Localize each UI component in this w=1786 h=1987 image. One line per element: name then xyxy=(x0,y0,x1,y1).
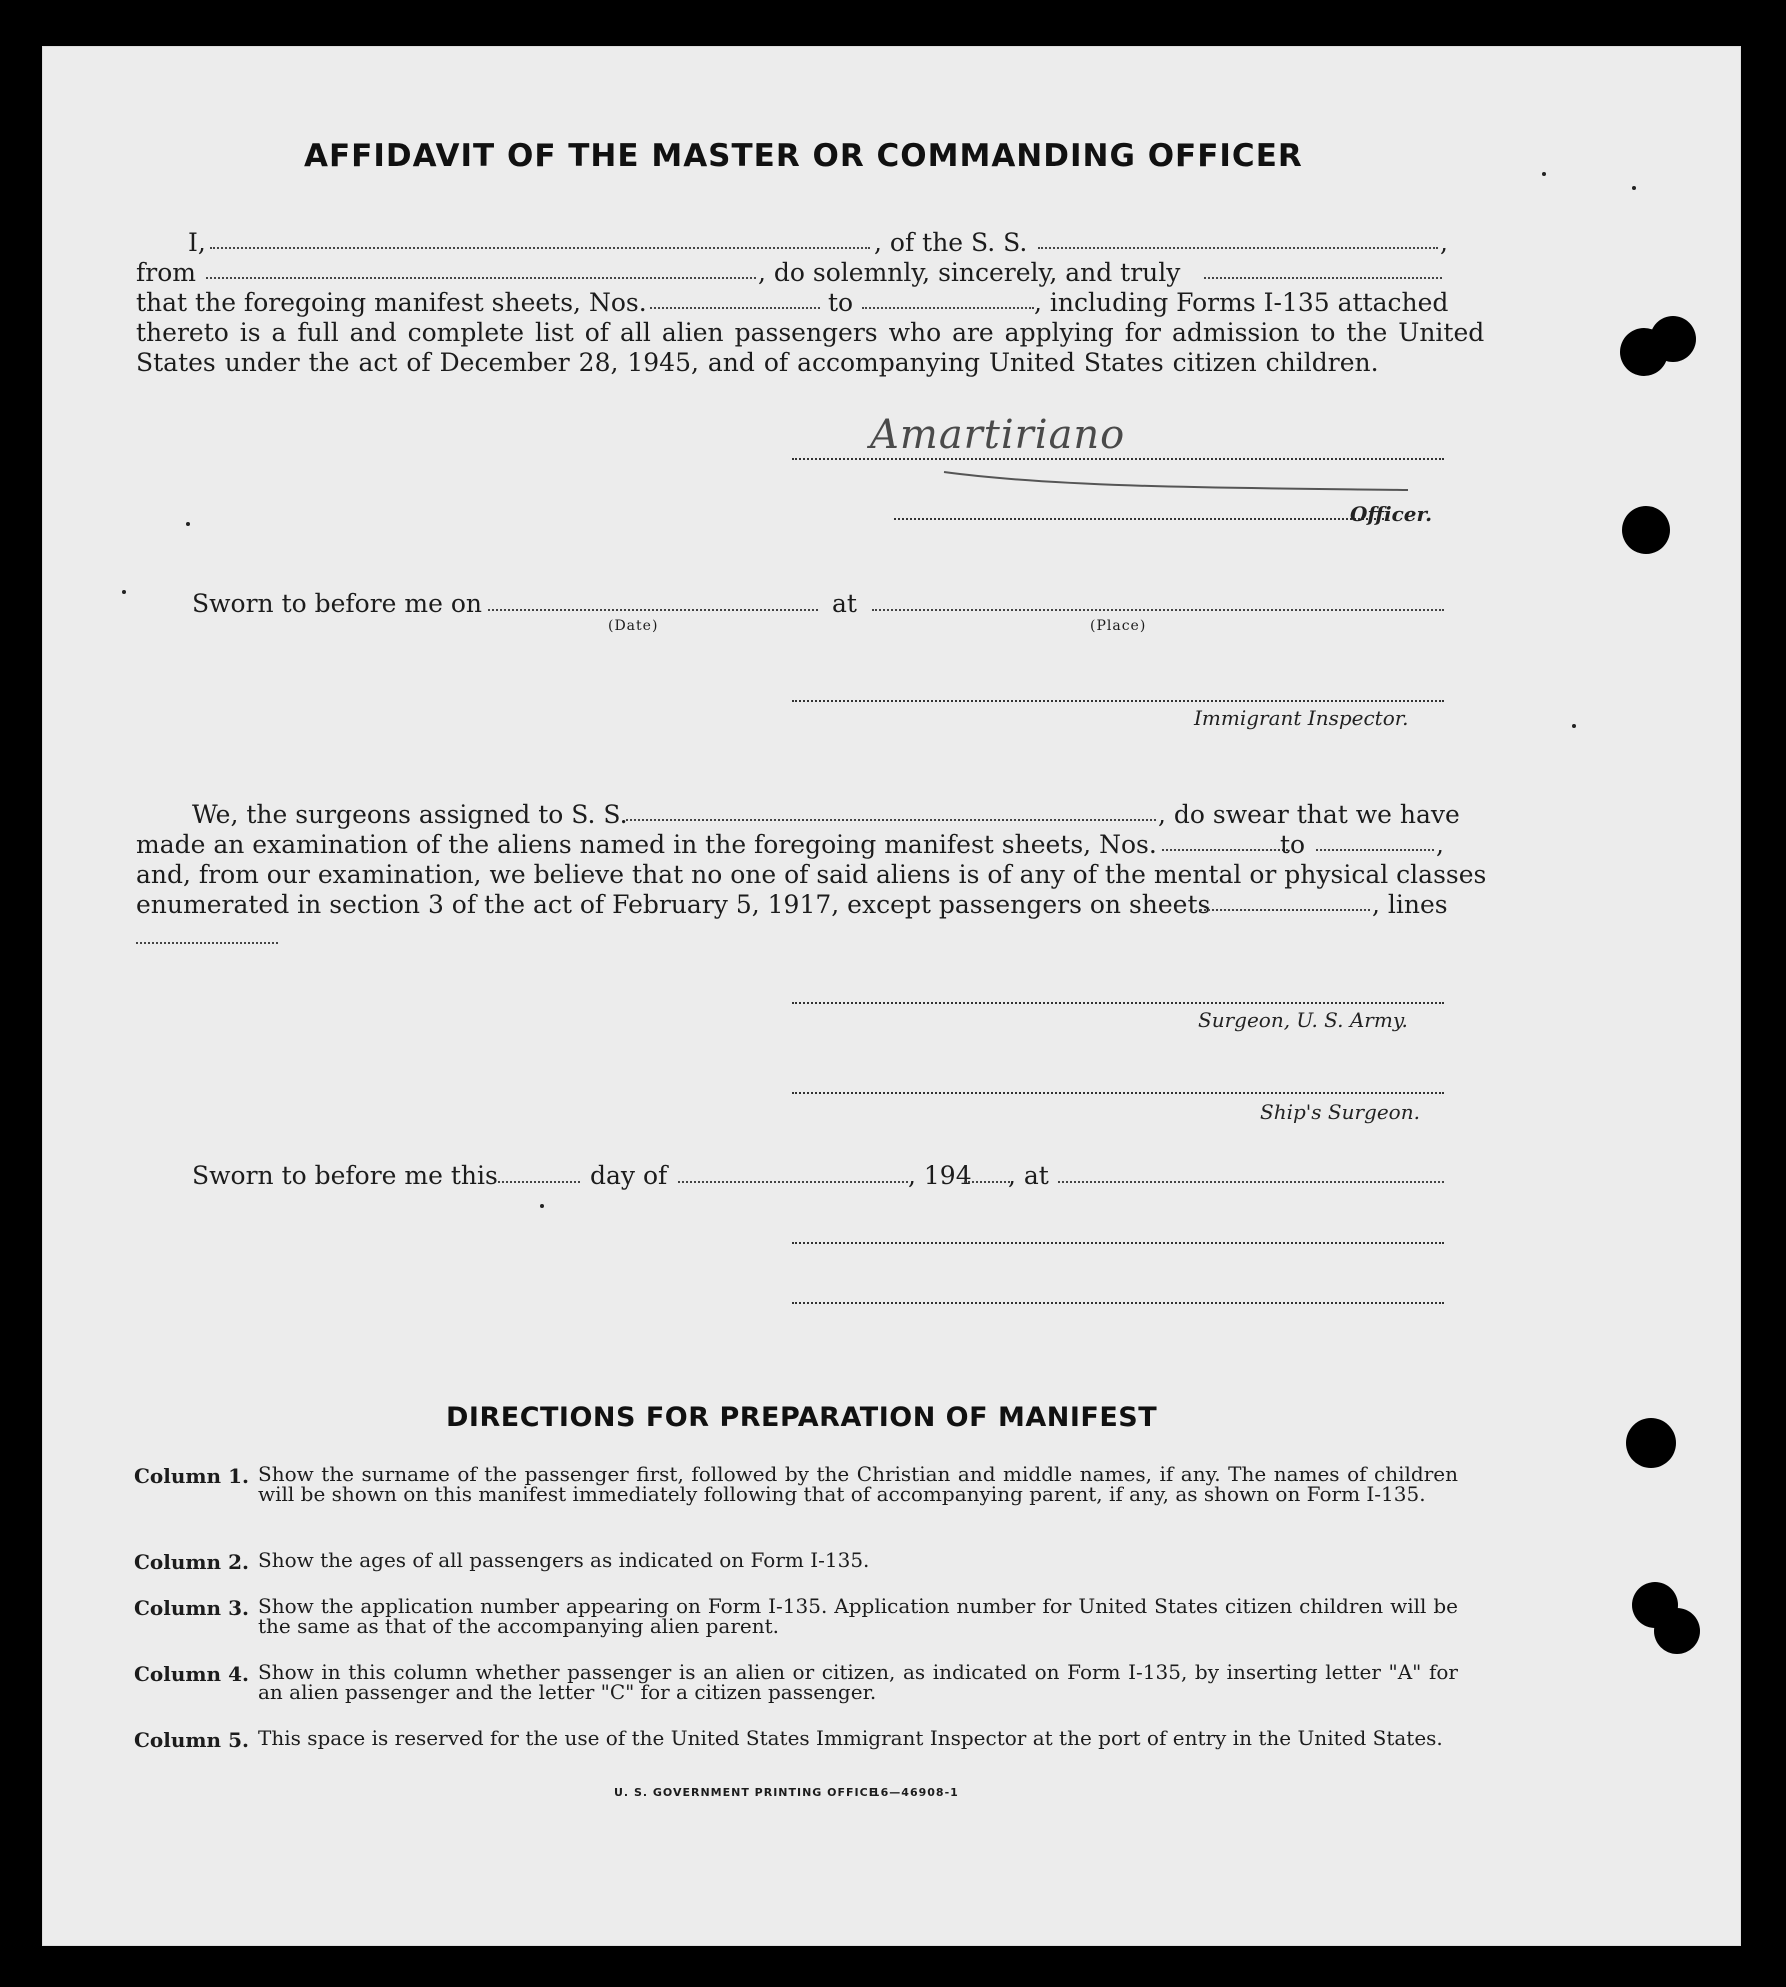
date-caption: (Date) xyxy=(608,618,659,634)
signature-line xyxy=(792,458,1444,460)
form-title: AFFIDAVIT OF THE MASTER OR COMMANDING OFFICER xyxy=(304,138,1303,174)
signature-flourish xyxy=(942,466,1412,496)
sworn-day-line xyxy=(498,1181,580,1183)
column-1-label: Column 1. xyxy=(134,1464,249,1488)
sworn-place-line xyxy=(872,609,1444,611)
affidavit-from: from xyxy=(136,258,196,287)
column-2-label: Column 2. xyxy=(134,1550,249,1574)
speck xyxy=(1572,724,1576,728)
affidavit-ofss: , of the S. S. xyxy=(874,228,1028,257)
witness-line-1 xyxy=(792,1242,1444,1244)
officer-signature: Amartiriano xyxy=(870,412,1126,458)
printer-imprint: U. S. GOVERNMENT PRINTING OFFICE xyxy=(614,1786,878,1799)
inspector-line xyxy=(792,700,1444,702)
surgeons-sheet-from-line xyxy=(1162,849,1288,851)
punch-hole xyxy=(1626,1418,1676,1468)
affidavit-comma: , xyxy=(1440,228,1448,257)
master-name-line xyxy=(210,247,870,249)
surgeons-ship-line xyxy=(626,819,1156,821)
punch-hole xyxy=(1622,506,1670,554)
column-2-text: Show the ages of all passengers as indicated on Form I-135. xyxy=(258,1548,870,1572)
sheet-from-line xyxy=(650,307,820,309)
punch-hole xyxy=(1654,1608,1700,1654)
sworn-date-line xyxy=(488,609,818,611)
directions-title: DIRECTIONS FOR PREPARATION OF MANIFEST xyxy=(446,1402,1158,1433)
ship-surgeon-line xyxy=(792,1092,1444,1094)
surgeons-sheet-to-line xyxy=(1316,849,1434,851)
column-3-text: Show the application number appearing on Form I-135. Application number for United States citizen children will be the same as that of the accompanying alien parent. xyxy=(258,1594,1458,1638)
affidavit-i: I, xyxy=(188,228,206,257)
affidavit-line5: States under the act of December 28, 1945, and of accompanying United States citizen children. xyxy=(136,348,1379,377)
column-5-label: Column 5. xyxy=(134,1728,249,1752)
army-surgeon-line xyxy=(792,1002,1444,1004)
sworn2-dayof: day of xyxy=(590,1161,668,1190)
sworn-year-line xyxy=(964,1181,1010,1183)
document-page xyxy=(42,46,1741,1946)
speck xyxy=(1632,186,1636,190)
affidavit-solemnly: , do solemnly, sincerely, and truly xyxy=(758,258,1181,287)
surgeons-lines: , lines xyxy=(1372,890,1448,919)
speck xyxy=(1542,172,1546,176)
inspector-caption: Immigrant Inspector. xyxy=(1194,706,1409,730)
surgeons-to: to xyxy=(1280,830,1306,859)
column-4-text: Show in this column whether passenger is an alien or citizen, as indicated on Form I-135, by inserting letter "A" for an alien passenger and the letter "C" for a citizen passenger. xyxy=(258,1660,1458,1704)
affidavit-line4: thereto is a full and complete list of all alien passengers who are applying for admission to the United xyxy=(136,318,1485,347)
sworn2-year: , 194 xyxy=(908,1161,972,1190)
surgeons-line1a: We, the surgeons assigned to S. S. xyxy=(192,800,628,829)
affidavit-to: to xyxy=(828,288,854,317)
column-1-text: Show the surname of the passenger first, followed by the Christian and middle names, if any. The names of children will be shown on this manifest immediately following that of accompanying parent, if any, as shown on Form I-135. xyxy=(258,1462,1458,1506)
surgeons-line2a: made an examination of the aliens named in the foregoing manifest sheets, Nos. xyxy=(136,830,1157,859)
sworn-place2-line xyxy=(1058,1181,1444,1183)
punch-hole xyxy=(1650,316,1696,362)
except-sheets-line xyxy=(1200,909,1370,911)
column-5-text: This space is reserved for the use of the United States Immigrant Inspector at the port of entry in the United States. xyxy=(258,1726,1443,1750)
officer-line xyxy=(894,518,1388,520)
sworn-month-line xyxy=(678,1181,908,1183)
sheet-to-line xyxy=(862,307,1034,309)
witness-line-2 xyxy=(792,1302,1444,1304)
port-from-line xyxy=(206,277,756,279)
surgeons-comma: , xyxy=(1436,830,1444,859)
except-lines-line xyxy=(136,942,278,944)
surgeons-line4a: enumerated in section 3 of the act of February 5, 1917, except passengers on sheets xyxy=(136,890,1211,919)
sworn1-prefix: Sworn to before me on xyxy=(192,589,483,618)
place-caption: (Place) xyxy=(1090,618,1147,634)
ship-surgeon-caption: Ship's Surgeon. xyxy=(1260,1100,1420,1124)
speck xyxy=(186,522,190,526)
affidavit-nos: that the foregoing manifest sheets, Nos. xyxy=(136,288,647,317)
surgeons-line3: and, from our examination, we believe that no one of said aliens is of any of the mental or physical classes xyxy=(136,860,1487,889)
sworn1-at: at xyxy=(832,589,857,618)
officer-caption: Officer. xyxy=(1350,502,1433,526)
swear-line xyxy=(1204,277,1442,279)
surgeons-line1b: , do swear that we have xyxy=(1158,800,1460,829)
speck xyxy=(122,590,126,594)
sworn2-at: , at xyxy=(1008,1161,1049,1190)
form-code: 16—46908-1 xyxy=(872,1786,959,1799)
army-surgeon-caption: Surgeon, U. S. Army. xyxy=(1198,1008,1408,1032)
column-4-label: Column 4. xyxy=(134,1662,249,1686)
speck xyxy=(540,1204,544,1208)
affidavit-forms: , including Forms I-135 attached xyxy=(1034,288,1449,317)
ship-name-line xyxy=(1038,247,1438,249)
column-3-label: Column 3. xyxy=(134,1596,249,1620)
sworn2-prefix: Sworn to before me this xyxy=(192,1161,498,1190)
